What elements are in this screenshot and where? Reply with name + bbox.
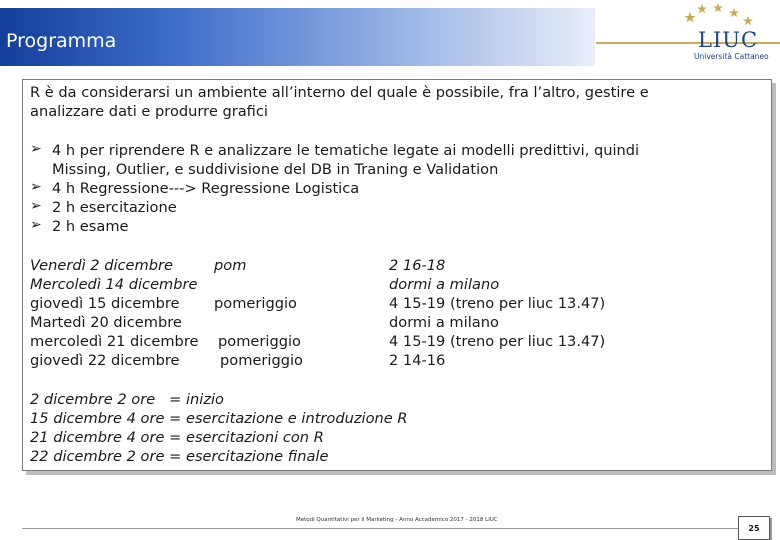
summary-line: 22 dicembre 2 ore = esercitazione finale <box>30 448 329 465</box>
summary-line: 21 dicembre 4 ore = esercitazioni con R <box>30 429 324 446</box>
schedule-day: Mercoledì 14 dicembre <box>30 276 198 293</box>
bullet-3: 2 h esercitazione <box>52 199 177 216</box>
schedule-detail: 2 16-18 <box>389 257 446 274</box>
bullet-2: 4 h Regressione---> Regressione Logistica <box>52 180 360 197</box>
page-number: 25 <box>738 516 770 540</box>
schedule-when: pom <box>214 257 247 274</box>
page-title: Programma <box>6 30 117 52</box>
intro-line-1: R è da considerarsi un ambiente all’interno del quale è possibile, fra l’altro, gestire e <box>30 84 649 101</box>
schedule-when: pomeriggio <box>220 352 303 369</box>
logo-subtitle: Università Cattaneo <box>694 52 769 61</box>
bullet-1-line-2: Missing, Outlier, e suddivisione del DB in Traning e Validation <box>52 161 499 178</box>
summary-line: 15 dicembre 4 ore = esercitazione e introduzione R <box>30 410 408 427</box>
liuc-logo <box>672 2 778 70</box>
footer-text: Metodi Quantitativi per il Marketing - Anno Accademico 2017 - 2018 LIUC <box>296 517 498 523</box>
arrow-bullet-icon: ➢ <box>30 179 42 195</box>
logo-name: LIUC <box>698 28 759 52</box>
schedule-day: Martedì 20 dicembre <box>30 314 182 331</box>
schedule-detail: 2 14-16 <box>389 352 446 369</box>
intro-line-2: analizzare dati e produrre grafici <box>30 103 268 120</box>
arrow-bullet-icon: ➢ <box>30 141 42 157</box>
schedule-detail: 4 15-19 (treno per liuc 13.47) <box>389 333 606 350</box>
schedule-day: Venerdì 2 dicembre <box>30 257 173 274</box>
schedule-detail: 4 15-19 (treno per liuc 13.47) <box>389 295 606 312</box>
footer-divider <box>22 528 770 529</box>
schedule-detail: dormi a milano <box>389 314 499 331</box>
summary-line: 2 dicembre 2 ore = inizio <box>30 391 224 408</box>
schedule-day: giovedì 22 dicembre <box>30 352 180 369</box>
schedule-when: pomeriggio <box>214 295 297 312</box>
arrow-bullet-icon: ➢ <box>30 198 42 214</box>
schedule-detail: dormi a milano <box>389 276 500 293</box>
bullet-4: 2 h esame <box>52 218 129 235</box>
schedule-when: pomeriggio <box>218 333 301 350</box>
schedule-day: giovedì 15 dicembre <box>30 295 180 312</box>
bullet-1-line-1: 4 h per riprendere R e analizzare le tematiche legate ai modelli predittivi, quindi <box>52 142 640 159</box>
arrow-bullet-icon: ➢ <box>30 217 42 233</box>
schedule-day: mercoledì 21 dicembre <box>30 333 199 350</box>
